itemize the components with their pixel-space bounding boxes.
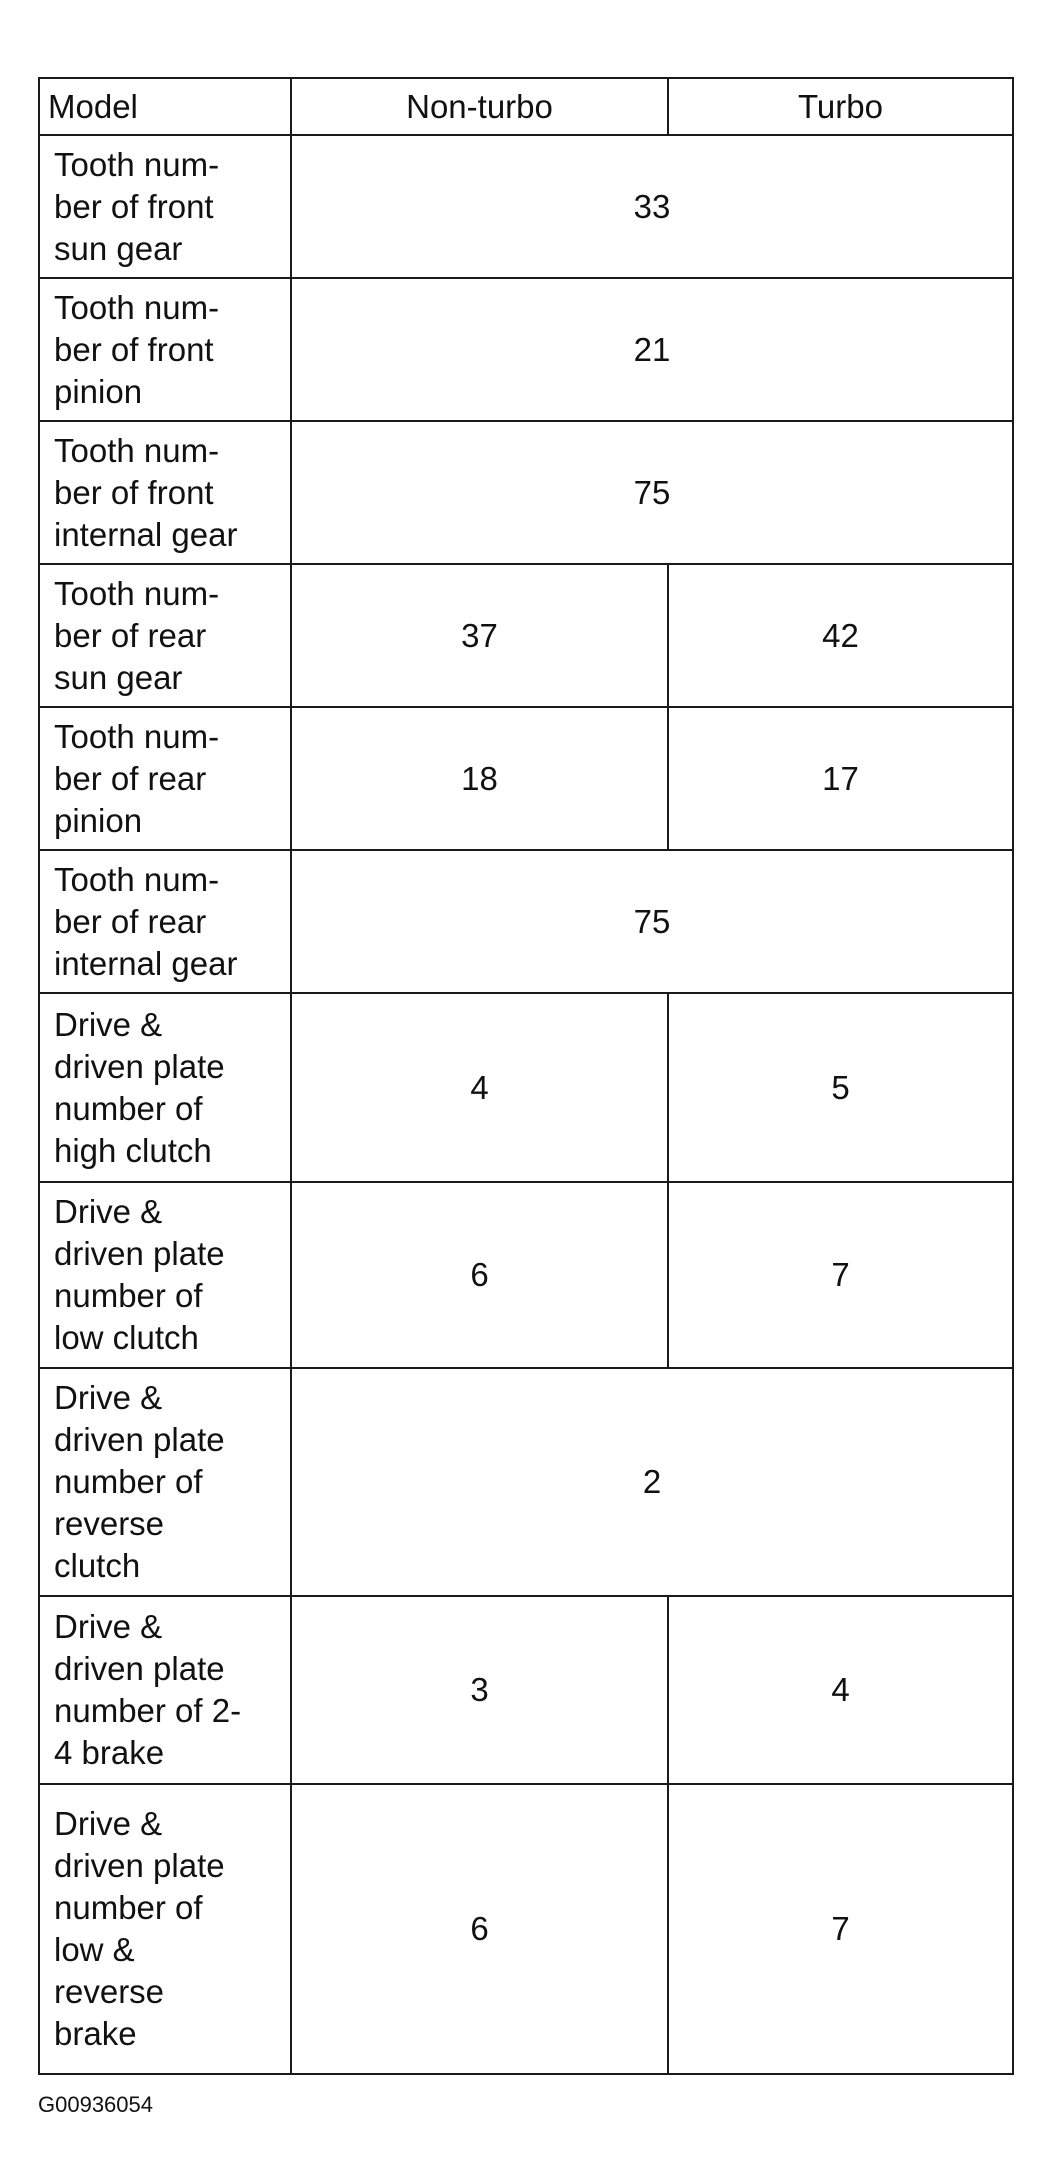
table-row <box>39 1784 1013 2074</box>
header-model: Model <box>39 78 291 135</box>
specifications-table <box>38 77 1014 2075</box>
figure-code: G00936054 <box>38 2092 153 2117</box>
non-turbo-value: 6 <box>291 1784 668 2074</box>
turbo-value: 42 <box>668 564 1013 707</box>
table-row <box>39 278 1013 421</box>
shared-value: 33 <box>291 135 1013 278</box>
table-row <box>39 1182 1013 1368</box>
table-row <box>39 707 1013 850</box>
turbo-value: 7 <box>668 1784 1013 2074</box>
non-turbo-value: 4 <box>291 993 668 1182</box>
row-label: Drive & driven plate number of high clutch <box>39 993 291 1182</box>
row-label: Drive & driven plate number of low & reverse brake <box>39 1784 291 2074</box>
table-row <box>39 1368 1013 1596</box>
table-row <box>39 135 1013 278</box>
turbo-value: 4 <box>668 1596 1013 1784</box>
header-non-turbo: Non-turbo <box>291 78 668 135</box>
turbo-value: 5 <box>668 993 1013 1182</box>
non-turbo-value: 37 <box>291 564 668 707</box>
table-row <box>39 850 1013 993</box>
turbo-value: 7 <box>668 1182 1013 1368</box>
row-label: Tooth num- ber of rear pinion <box>39 707 291 850</box>
table-row <box>39 1596 1013 1784</box>
row-label: Drive & driven plate number of low clutch <box>39 1182 291 1368</box>
row-label: Drive & driven plate number of 2- 4 brake <box>39 1596 291 1784</box>
shared-value: 75 <box>291 421 1013 564</box>
row-label: Drive & driven plate number of reverse clutch <box>39 1368 291 1596</box>
header-turbo: Turbo <box>668 78 1013 135</box>
non-turbo-value: 18 <box>291 707 668 850</box>
non-turbo-value: 3 <box>291 1596 668 1784</box>
row-label: Tooth num- ber of rear internal gear <box>39 850 291 993</box>
header-row <box>39 78 1013 135</box>
shared-value: 21 <box>291 278 1013 421</box>
non-turbo-value: 6 <box>291 1182 668 1368</box>
shared-value: 2 <box>291 1368 1013 1596</box>
table-row <box>39 421 1013 564</box>
table-row <box>39 564 1013 707</box>
row-label: Tooth num- ber of front sun gear <box>39 135 291 278</box>
turbo-value: 17 <box>668 707 1013 850</box>
row-label: Tooth num- ber of rear sun gear <box>39 564 291 707</box>
row-label: Tooth num- ber of front pinion <box>39 278 291 421</box>
table-row <box>39 993 1013 1182</box>
shared-value: 75 <box>291 850 1013 993</box>
row-label: Tooth num- ber of front internal gear <box>39 421 291 564</box>
